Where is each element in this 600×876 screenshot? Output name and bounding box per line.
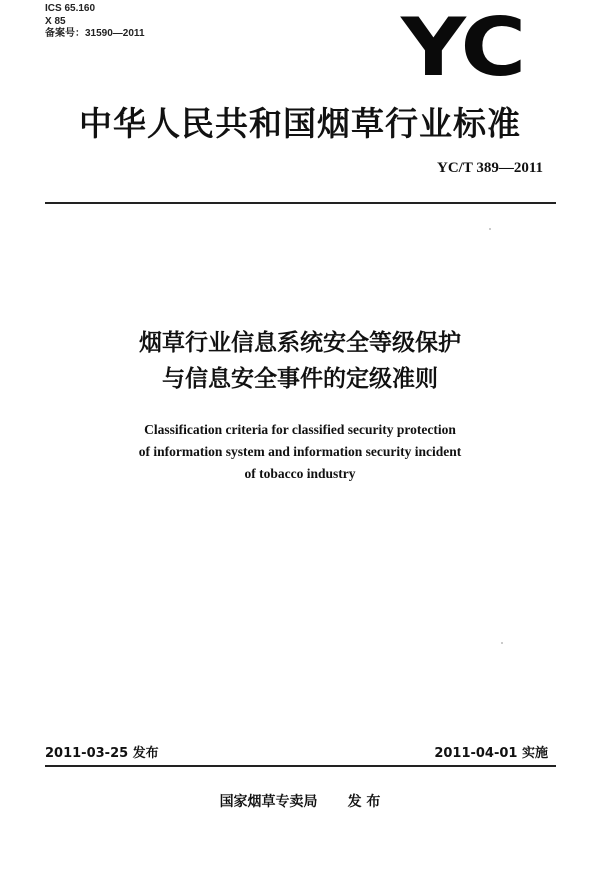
category-code: X 85 [45, 15, 66, 27]
effective-date: 2011-04-01 实施 [434, 746, 548, 761]
standard-number: YC/T 389—2011 [437, 160, 543, 176]
filing-number: 备案号：31590—2011 [45, 28, 145, 39]
bottom-divider [45, 765, 556, 767]
standard-title: 中华人民共和国烟草行业标准 [79, 104, 521, 143]
top-divider [45, 202, 556, 204]
issue-word: 发 布 [347, 794, 381, 810]
ics-code: ICS 65.160 [45, 3, 96, 14]
document-title-english [0, 419, 600, 485]
title-cn-line-1: 烟草行业信息系统安全等级保护 [139, 330, 461, 356]
title-en-line-2: of information system and information security incident [138, 444, 462, 459]
yc-logo: YC [401, 1, 524, 94]
issue-date: 2011-03-25 发布 [45, 746, 159, 761]
scan-speck [489, 228, 491, 230]
issuer-name: 国家烟草专卖局 [219, 794, 318, 810]
issuer-line [0, 791, 600, 811]
title-cn-line-2: 与信息安全事件的定级准则 [162, 366, 438, 392]
scan-speck [501, 642, 503, 644]
title-en-line-1: Classification criteria for classified security protection [144, 422, 456, 437]
document-title-chinese [0, 325, 600, 397]
title-en-line-3: of tobacco industry [244, 466, 356, 481]
classification-codes [45, 3, 145, 41]
